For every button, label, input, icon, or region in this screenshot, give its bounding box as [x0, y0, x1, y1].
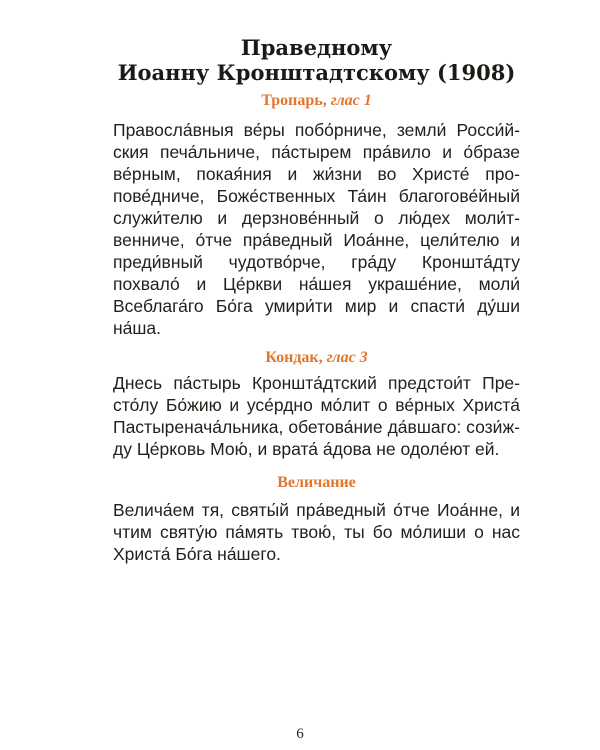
- heading-tone: глас 1: [330, 92, 372, 109]
- text-line: служи́телю и дерзнове́нный о лю́дех моли́т-: [113, 208, 520, 228]
- text-line: Всеблага́го Бо́га умири́ти мир и спасти́ ду́ши: [113, 296, 520, 316]
- text-line: венниче, о́тче пра́ведный Иоа́нне, цели́телю и: [113, 230, 520, 250]
- text-line: ве́рным, покая́ния и жи́зни во Христе́ про-: [113, 164, 520, 184]
- heading-text: Кондак,: [265, 349, 323, 366]
- heading-text: Тропарь,: [261, 92, 327, 109]
- page-number: 6: [296, 726, 304, 742]
- text-line: Правосла́вныя ве́ры побо́рниче, земли́ Росси́й-: [113, 120, 520, 140]
- troparion-heading: [113, 92, 520, 110]
- title-line-1: Праведному: [240, 35, 393, 60]
- text-line: на́ша.: [113, 318, 162, 338]
- text-line: преди́вный чудотво́рче, гра́ду Кроншта́дту: [113, 252, 520, 272]
- heading-text: Величание: [277, 474, 356, 491]
- magnification-heading: [113, 474, 520, 492]
- magnification-text: [113, 499, 520, 565]
- title-line-2: Иоанну Кронштадтскому (1908): [117, 60, 516, 85]
- text-line: похвало́ и Це́ркви на́шея украше́ние, моли́: [113, 274, 520, 294]
- text-line: ския печа́льниче, па́стырем пра́вило и о́бразе: [113, 142, 520, 162]
- text-line: пове́дниче, Боже́ственных Та́ин благогове́йный: [113, 186, 520, 206]
- kontakion-text: [113, 372, 520, 460]
- text-line: Велича́ем тя, святы́й пра́ведный о́тче Иоа́нне, и: [113, 500, 520, 520]
- kontakion-heading: [113, 349, 520, 367]
- heading-tone: глас 3: [326, 349, 368, 366]
- text-line: ду Це́рковь Мою́, и врата́ а́дова не одоле́ют ей.: [113, 439, 500, 459]
- text-line: Христа́ Бо́га на́шего.: [113, 544, 281, 564]
- troparion-text: [113, 119, 520, 339]
- text-line: Днесь па́стырь Кроншта́дтский предстои́т Пре-: [113, 373, 520, 393]
- text-line: чтим святу́ю па́мять твою́, ты бо мо́лиши о нас: [113, 522, 520, 542]
- text-line: Пастыренача́льника, обетова́ние да́вшаго: сози́ж-: [113, 417, 520, 437]
- text-line: сто́лу Бо́жию и усе́рдно мо́лит о ве́рных Христа́: [113, 395, 520, 415]
